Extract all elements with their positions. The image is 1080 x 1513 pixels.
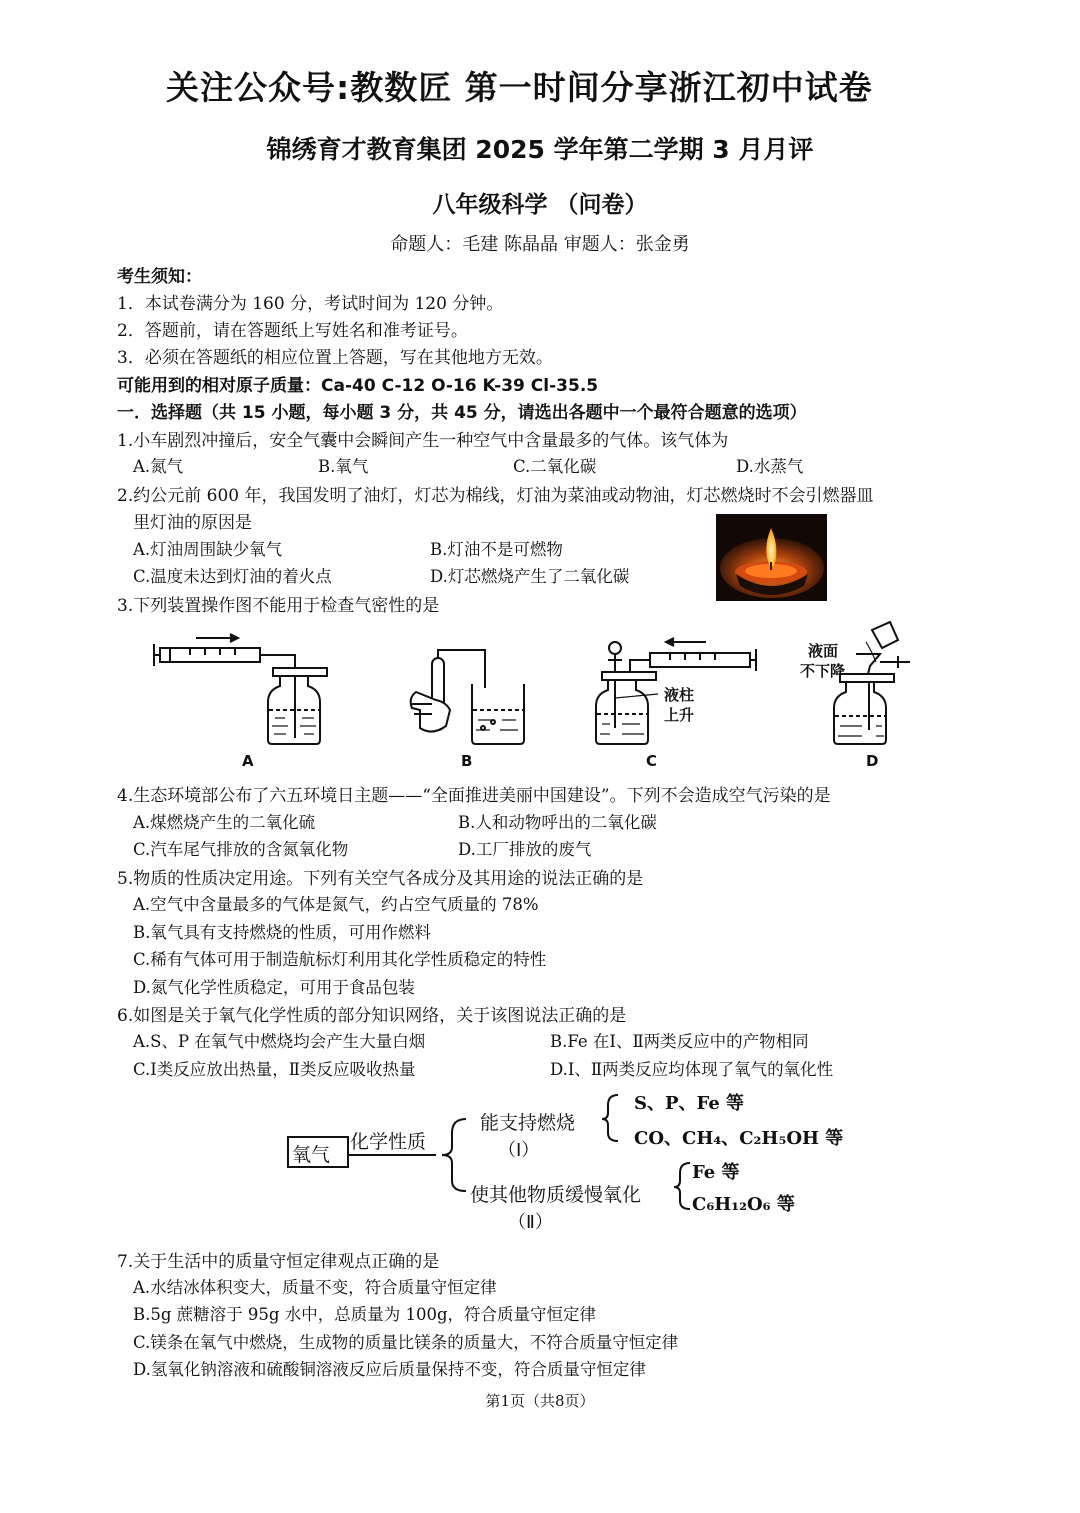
option-c: C.二氧化碳 xyxy=(513,457,597,476)
page-footer: 第1页（共8页） xyxy=(485,1392,595,1410)
diagram-type2-item: Fe 等 xyxy=(692,1162,740,1183)
diagram-type1: 能支持燃烧 xyxy=(480,1112,576,1134)
section-heading: 一．选择题（共 15 小题，每小题 3 分，共 45 分，请选出各题中一个最符合题意的选项） xyxy=(117,403,807,423)
apparatus-d xyxy=(834,622,910,744)
option-b: B.灯油不是可燃物 xyxy=(430,540,563,559)
option-c: C.稀有气体可用于制造航标灯利用其化学性质稳定的特性 xyxy=(133,950,547,969)
annotation-c-line2: 上升 xyxy=(664,706,695,724)
option-c: C.Ⅰ类反应放出热量，Ⅱ类反应吸收热量 xyxy=(133,1060,416,1079)
option-d: D.氮气化学性质稳定，可用于食品包装 xyxy=(133,978,415,997)
diagram-type1-label: （Ⅰ） xyxy=(498,1140,540,1161)
diagram-root: 氧气 xyxy=(292,1144,331,1166)
notice-item: 2．答题前，请在答题纸上写姓名和准考证号。 xyxy=(117,321,468,341)
option-d: D.氢氧化钠溶液和硫酸铜溶液反应后质量保持不变，符合质量守恒定律 xyxy=(133,1360,646,1379)
figure-label-a: A xyxy=(242,752,254,770)
exam-subtitle: 八年级科学 （问卷） xyxy=(432,192,648,218)
question-stem: 5.物质的性质决定用途。下列有关空气各成分及其用途的说法正确的是 xyxy=(117,869,644,889)
diagram-type2-item: C₆H₁₂O₆ 等 xyxy=(692,1194,795,1215)
notice-item: 1．本试卷满分为 160 分，考试时间为 120 分钟。 xyxy=(117,294,504,314)
diagram-type2-label: （Ⅱ） xyxy=(508,1212,553,1233)
question-stem: 4.生态环境部公布了六五环境日主题——“全面推进美丽中国建设”。下列不会造成空气污染的是 xyxy=(117,786,831,806)
option-b: B.氧气具有支持燃烧的性质，可用作燃料 xyxy=(133,923,431,942)
authors-line: 命题人：毛建 陈晶晶 审题人：张金勇 xyxy=(390,234,690,255)
figure-label-d: D xyxy=(866,752,879,770)
option-d: D.灯芯燃烧产生了二氧化碳 xyxy=(430,567,630,586)
annotation-d-line2: 不下降 xyxy=(800,662,846,680)
option-d: D.Ⅰ、Ⅱ两类反应均体现了氧气的氧化性 xyxy=(550,1060,834,1079)
diagram-type2: 使其他物质缓慢氧化 xyxy=(470,1184,642,1206)
option-c: C.镁条在氧气中燃烧，生成物的质量比镁条的质量大，不符合质量守恒定律 xyxy=(133,1333,679,1352)
question-stem: 6.如图是关于氧气化学性质的部分知识网络，关于该图说法正确的是 xyxy=(117,1006,627,1026)
oil-lamp-photo xyxy=(716,514,827,601)
annotation-c-line1: 液柱 xyxy=(664,686,695,704)
atomic-mass-line: 可能用到的相对原子质量：Ca-40 C-12 O-16 K-39 Cl-35.5 xyxy=(117,376,599,396)
diagram-type1-item: S、P、Fe 等 xyxy=(634,1093,745,1114)
figure-label-c: C xyxy=(646,752,658,770)
option-c: C.温度未达到灯油的着火点 xyxy=(133,567,332,586)
apparatus-b xyxy=(411,650,524,744)
annotation-d-line1: 液面 xyxy=(808,642,839,660)
diagram-branch: 化学性质 xyxy=(350,1131,427,1153)
exam-title: 锦绣育才教育集团 2025 学年第二学期 3 月月评 xyxy=(266,135,814,164)
question-stem-cont: 里灯油的原因是 xyxy=(133,513,252,533)
banner-text: 关注公众号:教数匠 第一时间分享浙江初中试卷 xyxy=(166,68,873,107)
option-b: B.氧气 xyxy=(318,457,369,476)
option-a: A.S、P 在氧气中燃烧均会产生大量白烟 xyxy=(133,1032,426,1051)
option-a: A.氮气 xyxy=(133,457,184,476)
apparatus-a xyxy=(154,634,327,744)
option-d: D.水蒸气 xyxy=(736,457,804,476)
figure-label-b: B xyxy=(461,752,473,770)
option-a: A.煤燃烧产生的二氧化硫 xyxy=(133,813,316,832)
option-b: B.5g 蔗糖溶于 95g 水中，总质量为 100g，符合质量守恒定律 xyxy=(133,1305,597,1324)
option-b: B.人和动物呼出的二氧化碳 xyxy=(458,813,657,832)
option-b: B.Fe 在Ⅰ、Ⅱ两类反应中的产物相同 xyxy=(550,1032,809,1051)
diagram-type1-item: CO、CH₄、C₂H₅OH 等 xyxy=(634,1128,844,1149)
question-stem: 7.关于生活中的质量守恒定律观点正确的是 xyxy=(117,1252,440,1272)
option-a: A.水结冰体积变大，质量不变，符合质量守恒定律 xyxy=(133,1278,497,1297)
question-stem: 2.约公元前 600 年，我国发明了油灯，灯芯为棉线，灯油为菜油或动物油，灯芯燃烧时不会引燃器皿 xyxy=(117,486,874,506)
question-stem: 3.下列装置操作图不能用于检查气密性的是 xyxy=(117,596,440,616)
option-d: D.工厂排放的废气 xyxy=(458,840,592,859)
notice-item: 3．必须在答题纸的相应位置上答题，写在其他地方无效。 xyxy=(117,348,553,368)
notice-heading: 考生须知： xyxy=(117,267,202,287)
option-a: A.灯油周围缺少氧气 xyxy=(133,540,283,559)
question-stem: 1.小车剧烈冲撞后，安全气囊中会瞬间产生一种空气中含量最多的气体。该气体为 xyxy=(117,431,729,451)
option-c: C.汽车尾气排放的含氮氧化物 xyxy=(133,840,349,859)
option-a: A.空气中含量最多的气体是氮气，约占空气质量的 78% xyxy=(133,895,539,914)
